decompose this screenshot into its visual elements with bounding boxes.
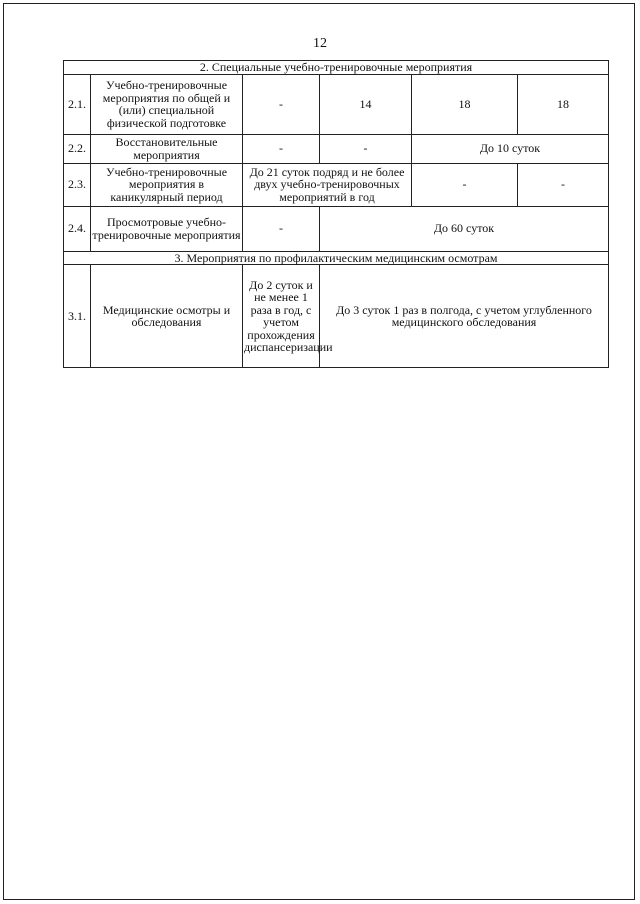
table-cell: До 60 суток [320,206,609,251]
table-cell: - [243,206,320,251]
activity-name: Восстановительные мероприятия [91,134,243,163]
row-number: 2.2. [64,134,91,163]
page-number: 12 [313,36,327,51]
section-3-header-row [64,251,609,265]
table-row [64,134,609,163]
table-cell: - [243,74,320,134]
table-row [64,206,609,251]
activity-name: Учебно-тренировочные мероприятия по общей и (или) специальной физической подготовке [91,74,243,134]
activity-name: Медицинские осмотры и обследования [91,265,243,368]
table-row [64,163,609,206]
table-cell: - [412,163,518,206]
table-row [64,265,609,368]
table-cell: - [518,163,609,206]
table-cell: - [243,134,320,163]
table-cell: До 21 суток подряд и не более двух учебно-тренировочных мероприятий в год [243,163,412,206]
section-2-title: 2. Специальные учебно-тренировочные мероприятия [64,61,609,75]
activity-name: Просмотровые учебно-тренировочные мероприятия [91,206,243,251]
table-cell: До 2 суток и не менее 1 раза в год, с учетом прохождения диспансеризации [243,265,320,368]
table-cell: 18 [412,74,518,134]
section-2-header-row [64,61,609,75]
table-cell: 18 [518,74,609,134]
table-cell: - [320,134,412,163]
table-cell: До 3 суток 1 раз в полгода, с учетом углубленного медицинского обследования [320,265,609,368]
activities-table [63,60,609,368]
row-number: 3.1. [64,265,91,368]
table-cell: 14 [320,74,412,134]
row-number: 2.4. [64,206,91,251]
row-number: 2.3. [64,163,91,206]
row-number: 2.1. [64,74,91,134]
section-3-title: 3. Мероприятия по профилактическим медицинским осмотрам [64,251,609,265]
table-cell: До 10 суток [412,134,609,163]
activity-name: Учебно-тренировочные мероприятия в каникулярный период [91,163,243,206]
table-row [64,74,609,134]
